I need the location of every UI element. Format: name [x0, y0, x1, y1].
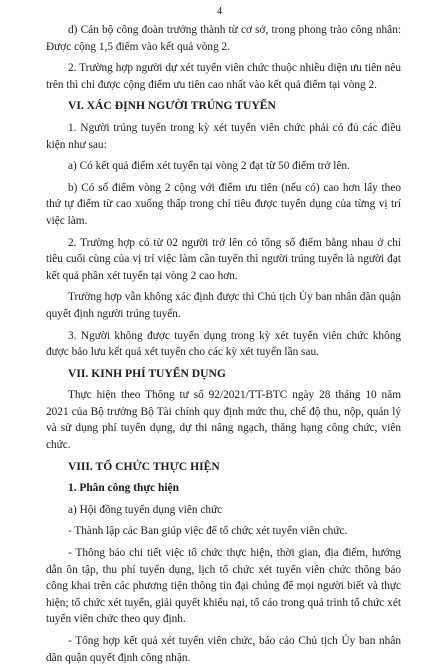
paragraph-6-2-continued: Trường hợp vẫn không xác định được thì Chủ tịch Ủy ban nhân dân quận quyết định người trúng tuyển. [46, 291, 401, 320]
paragraph-5-2: 2. Trường hợp người dự xét tuyển viên chức thuộc nhiều diện ưu tiên nêu trên thì chỉ được cộng điểm ưu tiên cao nhất vào kết quả điểm tại vòng 2. [46, 62, 401, 91]
paragraph-7: Thực hiện theo Thông tư số 92/2021/TT-BTC ngày 28 tháng 10 năm 2021 của Bộ trưởng Bộ Tài chính quy định mức thu, chế độ thu, nộp, quản lý và sử dụng phí tuyển dụng, dự thi nâng ngạch, thăng hạng công chức, viên chức. [46, 389, 401, 452]
paragraph-6-2: 2. Trường hợp có từ 02 người trở lên có tổng số điểm bằng nhau ở chỉ tiêu cuối cùng của vị trí việc làm cần tuyển thì người trúng tuyển là người đạt kết quả phần xét tuyển tại vòng 2 cao hơn. [46, 236, 401, 282]
section-6-heading: VI. XÁC ĐỊNH NGƯỜI TRÚNG TUYỂN [68, 99, 276, 113]
paragraph-8-a: a) Hội đồng tuyển dụng viên chức [68, 503, 223, 516]
paragraph-6-1b: b) Có số điểm vòng 2 cộng với điểm ưu tiên (nếu có) cao hơn lấy theo thứ tự điểm từ cao xuống thấp trong chỉ tiêu được tuyển dụng của từng vị trí việc làm. [46, 181, 401, 227]
paragraph-6-1a: a) Có kết quả điểm xét tuyển tại vòng 2 đạt từ 50 điểm trở lên. [68, 160, 350, 173]
paragraph-8-dash-3: - Tổng hợp kết quả xét tuyển viên chức, báo cáo Chủ tịch Ủy ban nhân dân quận quyết định công nhận. [46, 635, 401, 664]
paragraph-6-1: 1. Người trúng tuyển trong kỳ xét tuyển viên chức phải có đủ các điều kiện như sau: [46, 121, 401, 151]
paragraph-5-d: d) Cán bộ công đoàn trưởng thành từ cơ sở, trong phong trào công nhân: Được cộng 1,5 điểm vào kết quả vòng 2. [46, 24, 401, 53]
paragraph-6-3: 3. Người không được tuyển dụng trong kỳ xét tuyển viên chức không được bảo lưu kết quả xét tuyển cho các kỳ xét tuyển lần sau. [46, 329, 401, 359]
paragraph-8-dash-1: - Thành lập các Ban giúp việc để tổ chức xét tuyển viên chức. [68, 525, 348, 538]
section-7-heading: VII. KINH PHÍ TUYỂN DỤNG [68, 366, 226, 380]
document-body [46, 22, 401, 671]
section-8-subheading: 1. Phân công thực hiện [68, 482, 179, 495]
paragraph-8-dash-2: - Thông báo chi tiết việc tổ chức thực hiện, thời gian, địa điểm, hướng dẫn ôn tập, thu phí tuyển dụng, lịch tổ chức xét tuyển viên chức thông báo công khai trên các phương tiện thông tin đại chúng để mọi người biết và thực hiện; tổ chức xét tuyển, giải quyết khiếu nại, tố cáo trong quá trình tổ chức xét tuyển viên chức theo quy định. [46, 547, 401, 626]
page-number: 4 [217, 6, 222, 17]
section-8-heading: VIII. TỔ CHỨC THỰC HIỆN [68, 459, 220, 473]
